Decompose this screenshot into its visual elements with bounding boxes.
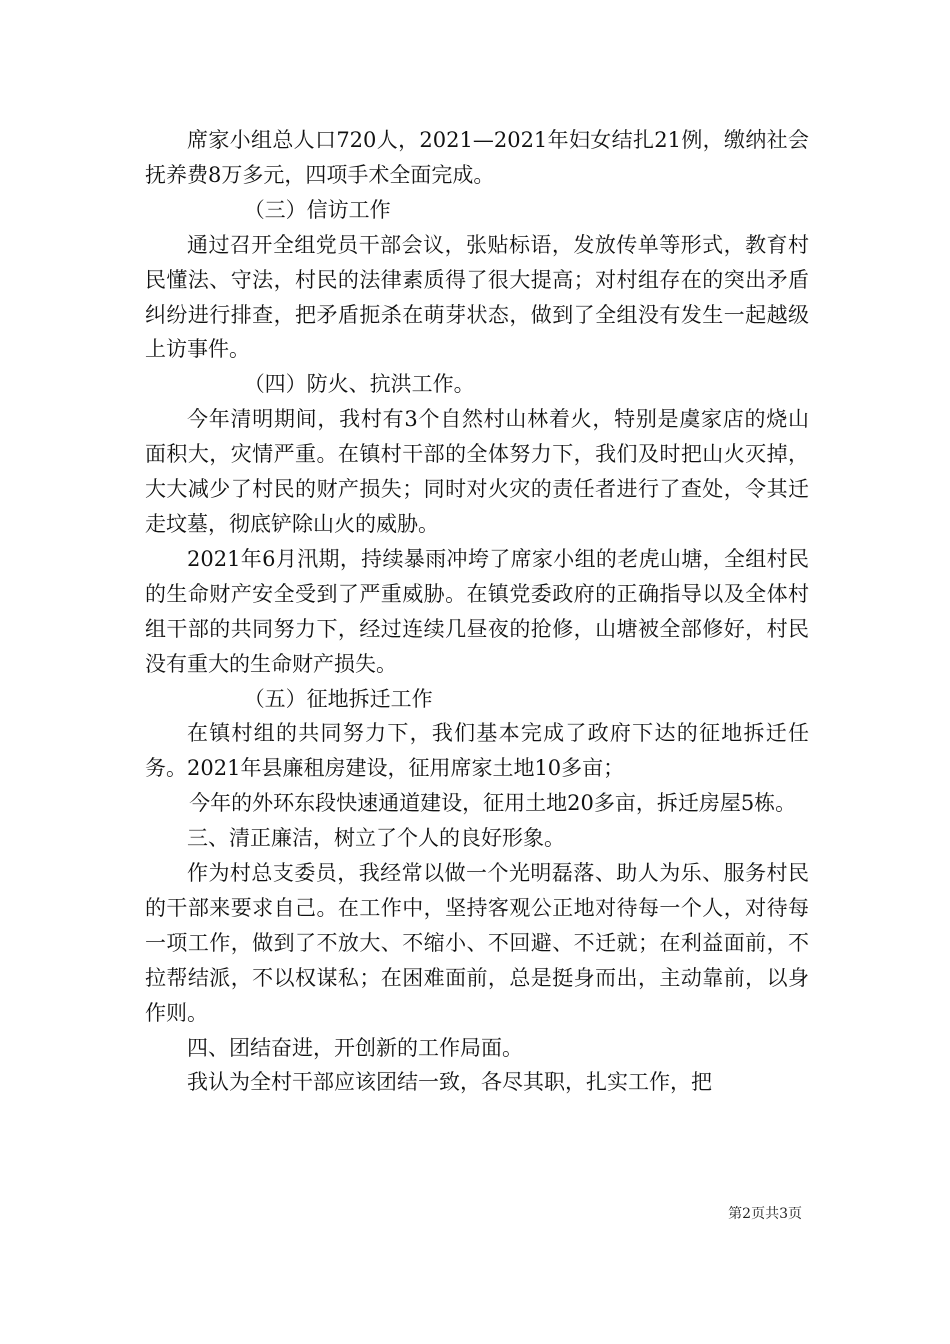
- paragraph-flood: 2021年6月汛期，持续暴雨冲垮了席家小组的老虎山塘，全组村民的生命财产安全受到了严重威胁。在镇党委政府的正确指导以及全体村组干部的共同努力下，经过连续几昼夜的抢修，山塘被全部修好，村民没有重大的生命财产损失。: [145, 546, 809, 676]
- paragraph-fire: 今年清明期间，我村有3个自然村山林着火，特别是虞家店的烧山面积大，灾情严重。在镇村干部的全体努力下，我们及时把山火灭掉，大大减少了村民的财产损失；同时对火灾的责任者进行了查处，令其迁走坟墓，彻底铲除山火的威胁。: [145, 407, 809, 536]
- section-heading-fire-flood: （四）防火、抗洪工作。: [243, 372, 475, 397]
- page-number-footer: 第2页共3页: [728, 1206, 802, 1222]
- section-heading-integrity: 三、清正廉洁，树立了个人的良好形象。: [187, 826, 565, 851]
- section-heading-petition: （三）信访工作: [243, 197, 391, 222]
- section-heading-land-acquisition: （五）征地拆迁工作: [243, 686, 433, 711]
- paragraph-unity: 我认为全村干部应该团结一致，各尽其职，扎实工作，把: [187, 1070, 712, 1095]
- paragraph-land-acquisition: 在镇村组的共同努力下，我们基本完成了政府下达的征地拆迁任务。2021年县廉租房建设，征用席家土地10多亩；: [145, 721, 809, 781]
- section-heading-unity: 四、团结奋进，开创新的工作局面。: [187, 1035, 523, 1060]
- paragraph-petition: 通过召开全组党员干部会议，张贴标语，发放传单等形式，教育村民懂法、守法，村民的法律素质得了很大提高；对村组存在的突出矛盾纠纷进行排查，把矛盾扼杀在萌芽状态，做到了全组没有发生一起越级上访事件。: [145, 232, 809, 362]
- paragraph-population: 席家小组总人口720人，2021—2021年妇女结扎21例，缴纳社会抚养费8万多元，四项手术全面完成。: [145, 128, 809, 187]
- paragraph-integrity: 作为村总支委员，我经常以做一个光明磊落、助人为乐、服务村民的干部来要求自己。在工作中，坚持客观公正地对待每一个人，对待每一项工作，做到了不放大、不缩小、不回避、不迁就；在利益面前，不拉帮结派，不以权谋私；在困难面前，总是挺身而出，主动靠前，以身作则。: [145, 861, 809, 1025]
- paragraph-ring-road: 今年的外环东段快速通道建设，征用土地20多亩，拆迁房屋5栋。: [189, 791, 797, 816]
- document-body: [145, 123, 809, 1100]
